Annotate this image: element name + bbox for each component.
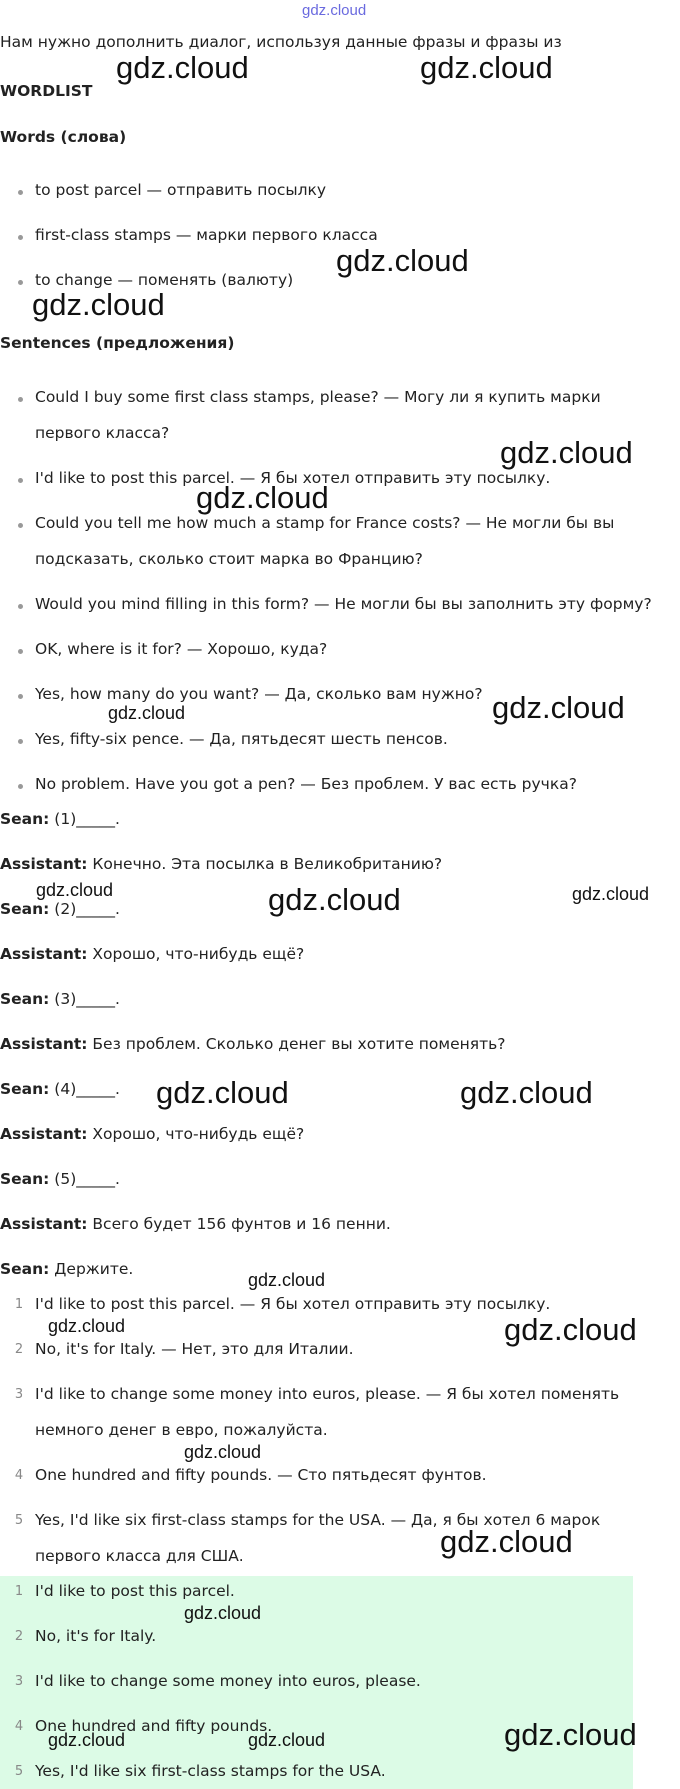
dialogue-speaker: Assistant: (0, 945, 88, 963)
dialogue-text: Держите. (49, 1260, 134, 1278)
dialogue-text: (2)_____. (49, 900, 120, 918)
dialogue-speaker: Assistant: (0, 1035, 88, 1053)
sentence-item-continuation: подсказать, сколько стоит марка во Францию? (35, 550, 423, 568)
dialogue-text: Всего будет 156 фунтов и 16 пенни. (87, 1215, 391, 1233)
final-answer: No, it's for Italy. (35, 1627, 157, 1645)
dialogue-speaker: Sean: (0, 900, 50, 918)
watermark: gdz.cloud (572, 884, 650, 904)
answer-translated-continuation: первого класса для США. (35, 1547, 244, 1565)
watermark: gdz.cloud (440, 1524, 573, 1559)
sentence-item-continuation: первого класса? (35, 424, 170, 442)
watermark: gdz.cloud (248, 1730, 326, 1750)
final-answer-number: 5 (14, 1764, 24, 1779)
dialogue-line (0, 900, 120, 918)
dialogue-line (0, 1080, 120, 1098)
intro-text: Нам нужно дополнить диалог, используя данные фразы и фразы из (0, 33, 562, 51)
sentence-item: Would you mind filling in this form? — Не могли бы вы заполнить эту форму? (35, 595, 652, 613)
dialogue-text: (1)_____. (49, 810, 120, 828)
final-answer-number: 1 (14, 1584, 24, 1599)
watermark: gdz.cloud (48, 1730, 126, 1750)
dialogue-line (0, 1215, 391, 1233)
watermark: gdz.cloud (196, 480, 329, 515)
answer-translated: No, it's for Italy. — Нет, это для Италии. (35, 1340, 354, 1358)
dialogue-line (0, 945, 304, 963)
dialogue-speaker: Sean: (0, 990, 50, 1008)
word-item: first-class stamps — марки первого класса (35, 226, 378, 244)
final-answer-number: 4 (14, 1719, 24, 1734)
sentences-heading: Sentences (предложения) (0, 334, 235, 352)
word-item: to post parcel — отправить посылку (35, 181, 327, 199)
wordlist-heading: WORDLIST (0, 82, 93, 100)
dialogue-speaker: Sean: (0, 1080, 50, 1098)
watermark: gdz.cloud (460, 1075, 593, 1110)
watermark: gdz.cloud (108, 703, 186, 723)
answer-number: 4 (14, 1468, 24, 1483)
watermark: gdz.cloud (504, 1717, 637, 1752)
sentence-item: Could I buy some first class stamps, please? — Могу ли я купить марки (35, 388, 601, 406)
final-answer: One hundred and fifty pounds. (35, 1717, 273, 1735)
dialogue-line (0, 1125, 304, 1143)
watermark: gdz.cloud (48, 1316, 126, 1336)
watermark: gdz.cloud (504, 1312, 637, 1347)
word-item: to change — поменять (валюту) (35, 271, 294, 289)
dialogue-text: Хорошо, что-нибудь ещё? (87, 1125, 305, 1143)
dialogue-speaker: Assistant: (0, 855, 88, 873)
dialogue-line (0, 990, 120, 1008)
answer-translated-continuation: немного денег в евро, пожалуйста. (35, 1421, 328, 1439)
dialogue-line (0, 1170, 120, 1188)
sentence-item: Yes, fifty-six pence. — Да, пятьдесят шесть пенсов. (35, 730, 448, 748)
dialogue-line (0, 810, 120, 828)
answer-number: 1 (14, 1297, 24, 1312)
final-answer: Yes, I'd like six first-class stamps for the USA. (35, 1762, 386, 1780)
answer-translated: One hundred and fifty pounds. — Сто пятьдесят фунтов. (35, 1466, 487, 1484)
dialogue-text: Конечно. Эта посылка в Великобританию? (87, 855, 443, 873)
sentence-item: Yes, how many do you want? — Да, сколько вам нужно? (35, 685, 483, 703)
final-answer: I'd like to change some money into euros, please. (35, 1672, 421, 1690)
answer-number: 3 (14, 1387, 24, 1402)
watermark: gdz.cloud (36, 880, 114, 900)
dialogue-text: (4)_____. (49, 1080, 120, 1098)
sentence-item: No problem. Have you got a pen? — Без проблем. У вас есть ручка? (35, 775, 577, 793)
sentence-item: Could you tell me how much a stamp for France costs? — Не могли бы вы (35, 514, 615, 532)
dialogue-text: Хорошо, что-нибудь ещё? (87, 945, 305, 963)
dialogue-speaker: Sean: (0, 1170, 50, 1188)
watermark: gdz.cloud (420, 50, 553, 85)
watermark-top: gdz.cloud (302, 2, 367, 19)
watermark: gdz.cloud (116, 50, 249, 85)
answer-number: 5 (14, 1513, 24, 1528)
dialogue-speaker: Assistant: (0, 1215, 88, 1233)
dialogue-speaker: Assistant: (0, 1125, 88, 1143)
final-answer-number: 3 (14, 1674, 24, 1689)
dialogue-text: (3)_____. (49, 990, 120, 1008)
watermark: gdz.cloud (184, 1603, 262, 1623)
dialogue-speaker: Sean: (0, 810, 50, 828)
answer-translated: Yes, I'd like six first-class stamps for the USA. — Да, я бы хотел 6 марок (35, 1511, 601, 1529)
watermark: gdz.cloud (268, 882, 401, 917)
sentence-item: OK, where is it for? — Хорошо, куда? (35, 640, 328, 658)
dialogue-line (0, 855, 442, 873)
watermark: gdz.cloud (248, 1270, 326, 1290)
dialogue-text: Без проблем. Сколько денег вы хотите поменять? (87, 1035, 506, 1053)
watermark: gdz.cloud (336, 243, 469, 278)
watermark: gdz.cloud (32, 287, 165, 322)
dialogue-line (0, 1035, 506, 1053)
dialogue-text: (5)_____. (49, 1170, 120, 1188)
dialogue-line (0, 1260, 133, 1278)
watermark: gdz.cloud (156, 1075, 289, 1110)
sentence-item: I'd like to post this parcel. — Я бы хотел отправить эту посылку. (35, 469, 551, 487)
final-answer: I'd like to post this parcel. (35, 1582, 235, 1600)
final-answer-number: 2 (14, 1629, 24, 1644)
watermark: gdz.cloud (500, 435, 633, 470)
watermark: gdz.cloud (184, 1442, 262, 1462)
answer-translated: I'd like to change some money into euros, please. — Я бы хотел поменять (35, 1385, 620, 1403)
words-heading: Words (слова) (0, 128, 127, 146)
watermark: gdz.cloud (492, 690, 625, 725)
answer-number: 2 (14, 1342, 24, 1357)
dialogue-speaker: Sean: (0, 1260, 50, 1278)
answer-translated: I'd like to post this parcel. — Я бы хотел отправить эту посылку. (35, 1295, 551, 1313)
